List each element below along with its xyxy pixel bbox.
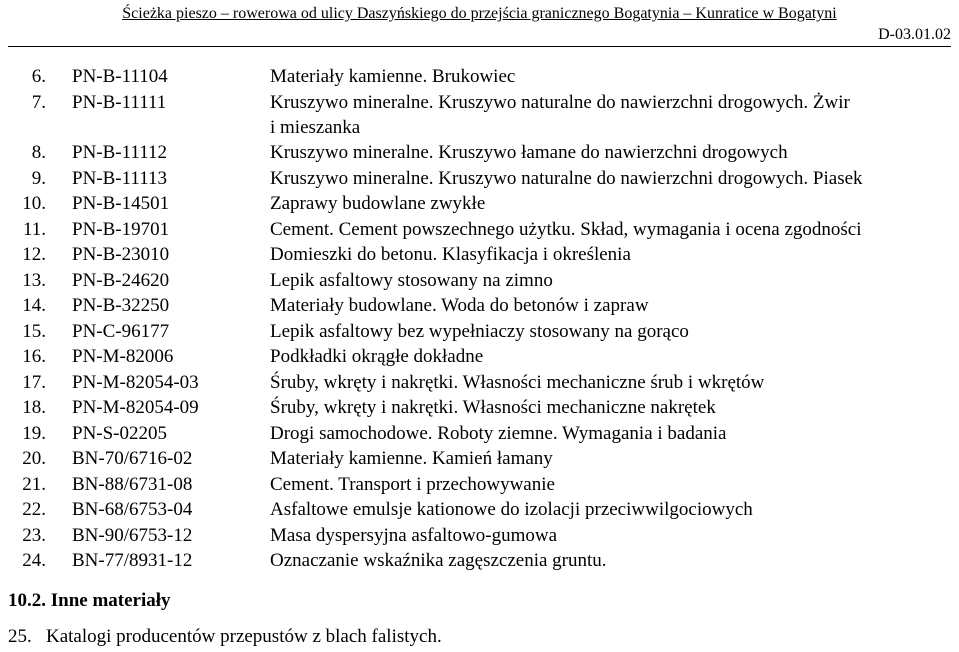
standard-item xyxy=(0,217,959,243)
standard-code: PN-B-14501 xyxy=(72,193,170,214)
catalog-item-text: Katalogi producentów przepustów z blach falistych. xyxy=(46,626,442,647)
document-header-title: Ścieżka pieszo – rowerowa od ulicy Daszyńskiego do przejścia granicznego Bogatynia – Kunratice w Bogatyni xyxy=(122,5,837,22)
standard-code: BN-88/6731-08 xyxy=(72,473,193,495)
standard-description: Śruby, wkręty i nakrętki. Własności mechaniczne nakrętek xyxy=(270,397,716,418)
standard-description-continuation: i mieszanka xyxy=(270,117,361,138)
standard-item xyxy=(0,191,959,217)
standard-number: 16. xyxy=(22,346,46,367)
standard-code: BN-68/6753-04 xyxy=(72,499,193,520)
standard-number: 7. xyxy=(31,91,46,113)
standard-description: Podkładki okrągłe dokładne xyxy=(270,346,484,367)
standard-item xyxy=(0,293,959,319)
standard-code: PN-B-24620 xyxy=(72,269,170,291)
standard-item xyxy=(0,242,959,268)
standard-description: Kruszywo mineralne. Kruszywo naturalne do nawierzchni drogowych. Żwir xyxy=(270,91,850,113)
standard-description: Śruby, wkręty i nakrętki. Własności mechaniczne śrub i wkrętów xyxy=(270,371,765,393)
section-heading: 10.2. Inne materiały xyxy=(8,590,171,611)
standard-item xyxy=(0,472,959,498)
standard-item xyxy=(0,90,959,116)
standard-item xyxy=(0,370,959,396)
standard-item xyxy=(0,497,959,523)
header-divider xyxy=(8,46,951,47)
standard-description: Kruszywo mineralne. Kruszywo naturalne do nawierzchni drogowych. Piasek xyxy=(270,167,863,189)
standard-item xyxy=(0,446,959,472)
standard-description: Domieszki do betonu. Klasyfikacja i określenia xyxy=(270,244,631,265)
standard-item xyxy=(0,140,959,166)
standard-number: 8. xyxy=(31,142,46,163)
standard-description: Lepik asfaltowy stosowany na zimno xyxy=(270,269,553,291)
catalog-item-number: 25. xyxy=(8,626,32,647)
standard-number: 12. xyxy=(22,244,46,265)
standard-description: Materiały kamienne. Brukowiec xyxy=(270,66,516,87)
standard-item xyxy=(0,548,959,574)
standard-code: PN-B-23010 xyxy=(72,244,170,265)
standard-item xyxy=(0,523,959,549)
standard-description: Lepik asfaltowy bez wypełniaczy stosowany na gorąco xyxy=(270,320,689,342)
standard-code: PN-M-82006 xyxy=(72,346,174,367)
standard-code: PN-B-11112 xyxy=(72,142,167,163)
standard-number: 23. xyxy=(22,524,46,546)
standard-description: Materiały kamienne. Kamień łamany xyxy=(270,448,553,469)
standard-code: PN-M-82054-03 xyxy=(72,371,199,393)
specification-code: D-03.01.02 xyxy=(878,26,951,43)
catalog-list-item xyxy=(8,624,442,649)
standard-code: BN-90/6753-12 xyxy=(72,524,193,546)
standard-item xyxy=(0,166,959,192)
standard-number: 20. xyxy=(22,448,46,469)
standard-code: PN-B-32250 xyxy=(72,295,170,316)
standard-code: PN-B-11104 xyxy=(72,66,168,87)
standard-description: Drogi samochodowe. Roboty ziemne. Wymagania i badania xyxy=(270,422,727,444)
standard-code: PN-B-11111 xyxy=(72,91,167,113)
standard-number: 22. xyxy=(22,499,46,520)
standard-code: PN-B-11113 xyxy=(72,167,167,189)
standard-code: PN-C-96177 xyxy=(72,320,170,342)
standard-item xyxy=(0,268,959,294)
standard-number: 18. xyxy=(22,397,46,418)
standard-code: PN-S-02205 xyxy=(72,422,168,444)
standards-list xyxy=(0,64,959,574)
standard-number: 10. xyxy=(22,193,46,214)
standard-number: 6. xyxy=(31,66,46,87)
standard-code: BN-77/8931-12 xyxy=(72,550,193,571)
standard-number: 13. xyxy=(22,269,46,291)
standard-description: Zaprawy budowlane zwykłe xyxy=(270,193,486,214)
standard-item xyxy=(0,319,959,345)
standard-description: Masa dyspersyjna asfaltowo-gumowa xyxy=(270,524,558,546)
standard-item-continuation xyxy=(0,115,959,140)
standard-code: BN-70/6716-02 xyxy=(72,448,193,469)
standard-code: PN-M-82054-09 xyxy=(72,397,199,418)
standard-number: 11. xyxy=(22,218,46,240)
standard-number: 14. xyxy=(22,295,46,316)
standard-item xyxy=(0,64,959,90)
standard-description: Kruszywo mineralne. Kruszywo łamane do nawierzchni drogowych xyxy=(270,142,788,163)
standard-description: Asfaltowe emulsje kationowe do izolacji przeciwwilgociowych xyxy=(270,499,753,520)
standard-number: 15. xyxy=(22,320,46,342)
standard-description: Cement. Cement powszechnego użytku. Skład, wymagania i ocena zgodności xyxy=(270,218,862,240)
standard-description: Materiały budowlane. Woda do betonów i zapraw xyxy=(270,295,649,316)
standard-number: 17. xyxy=(22,371,46,393)
standard-number: 24. xyxy=(22,550,46,571)
standard-item xyxy=(0,421,959,447)
standard-item xyxy=(0,344,959,370)
standard-item xyxy=(0,395,959,421)
standard-number: 19. xyxy=(22,422,46,444)
standard-description: Cement. Transport i przechowywanie xyxy=(270,473,555,495)
standard-code: PN-B-19701 xyxy=(72,218,170,240)
standard-number: 9. xyxy=(31,167,46,189)
standard-description: Oznaczanie wskaźnika zagęszczenia gruntu. xyxy=(270,550,607,571)
standard-number: 21. xyxy=(22,473,46,495)
